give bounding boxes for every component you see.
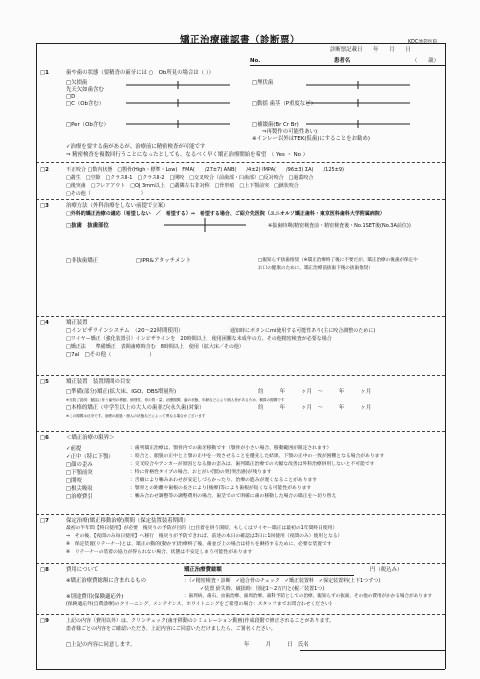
- partial-treatment-note: ※当院ご説明：動揺に伴う歯列の移動、個別性、骨の質・量、治療期間、歯の状態、年齢などにより個人差があるため、概算の期間です: [66, 398, 285, 402]
- clinic-name: KDC池袋医院: [408, 40, 438, 45]
- section-7-number: □7: [40, 518, 49, 524]
- wisdom-tooth-note: お口の健康のために、矯正治療前抜歯下後の抜歯推奨）: [258, 266, 373, 271]
- fee-extra-2: (保険適応外(自費診療)のクリーニング、メンテナンス、ホワイトニングをご希望の場合：スタッフまでお問合わせください): [66, 602, 332, 607]
- limit-label[interactable]: □開咬: [66, 478, 82, 484]
- section-1-number: □1: [40, 70, 49, 76]
- tooth-chart-right: [300, 78, 420, 134]
- wisdom-tooth-option[interactable]: □親知らず抜歯推奨（※矯正治療終了後に不要だが、矯正治療の後歯が保定や: [258, 258, 418, 263]
- limit-text: ：特に骨格性タイプの場合、おとがい(顎)の突(突出感)が残ります: [130, 470, 272, 475]
- fee-unit: 円（税込み）: [370, 567, 403, 573]
- retention-line-1: 最初の半年間【終日使用】が必要 後戻りの予防が目的（□目着を併う開咬、もしくはワイヤー矯正は最初の1年間終日使用）: [66, 526, 338, 531]
- malocclusion-row-1: 不正咬合 □数内状態 □顎骨(High・標準・Low) FMA( /27±7) ANB( /4±2) IMPA( /96±3) ΣA( /125±9): [66, 167, 345, 173]
- exam-date: 診断票記載日 年 月 日: [330, 47, 411, 53]
- limit-label[interactable]: □治療費引: [66, 494, 93, 500]
- congenital-note: 先天欠如歯含む: [66, 87, 104, 93]
- age-label: （ 歳）: [412, 58, 439, 64]
- limit-label: ✓正中（特に下顎）: [66, 454, 114, 460]
- limit-text: ：顎骨との距離や歯根の長さにより(後療)等により歯根が短くなる可能性があります: [130, 486, 312, 491]
- patient-label: 患者名: [334, 58, 351, 64]
- limit-label[interactable]: □根尖吸収: [66, 486, 93, 492]
- limit-text: ：歯列矯正治療は、顎骨内での歯牙移動です（顎骨が小さい場合、移動範囲が限定されます）: [130, 446, 332, 451]
- precision-exam-note: ⇒ 精密検査を複数回行うことになったとしても、なるべく早く矯正治療開始を希望 （ Yes ・ No ）: [66, 152, 309, 158]
- invisalign-option[interactable]: □インビザラインシステム （20～22時間使用）: [66, 328, 184, 334]
- crown-checkbox[interactable]: □補綴歯(Br Cr Br): [252, 122, 299, 128]
- limit-text: ：交叉咬合やアンカーが原因となる顔の歪みは、歯列矯正治療での大幅な改善は外科治療併用しないと不可能です: [130, 462, 375, 467]
- malocclusion-row-4: □その他（ ）: [66, 191, 146, 197]
- malocclusion-row-3: □後突歯 □フレアアウト □OJ 3mm以上 □叢隣左右非対称 □骨形痕 □上下顎前突 □鋏状咬合: [66, 183, 299, 189]
- retention-line-3: ※ 保定装置(リテーナー)とは、矯正の動的(動かす)治療終了後、歯並び上の場合は持ちを継持するために、必要な装置です: [66, 542, 332, 547]
- missing-teeth-checkbox[interactable]: □欠損歯: [66, 80, 88, 86]
- section-8-number: □8: [40, 567, 49, 573]
- partial-treatment-period: 約 年 ヶ月 ～ 年 ヶ月: [258, 389, 372, 395]
- section-8-title: 費用について: [66, 567, 99, 573]
- c-checkbox[interactable]: □C（Ob含む）: [66, 101, 105, 107]
- other-appliance-option[interactable]: □7al □その他（ ）: [66, 352, 155, 358]
- surgical-option[interactable]: □外科的矯正治療の適応（希望しない ／ 希望する）⇒ 希望する場合、ご紹介先医院（ユニオルソ矯正歯科・東京医科歯科大学附属病院）: [66, 211, 385, 217]
- section-6-number: □6: [40, 435, 49, 441]
- limit-label[interactable]: □下顎前突: [66, 470, 93, 476]
- tooth-chart: [120, 78, 240, 134]
- full-treatment-option[interactable]: □本格的矯正（中学生以上の大人の歯並び(永久歯)対象）: [66, 405, 205, 411]
- fee-extra-1: ：歯周病、歯石、虫歯治療、歯周治療、歯科予防としての治療、親知らずの抜歯、その他の費用がかかる場合があります: [184, 594, 433, 599]
- retention-line-2: ⇒ その後、【夜間のみ毎日使用】へ移行 後戻りが予防できれば、前述の本日の確認は3日に1回使用（夜間のみ）使用となる）: [66, 534, 343, 539]
- mobility-checkbox[interactable]: □動揺 歯茎（P重度など）: [252, 101, 316, 107]
- consent-line-1: 上記の内容（費用以外）は、クリンチェック(歯牙移動のシミュレーション動画)作成段階で修正されることがあります。: [66, 618, 335, 624]
- d-checkbox[interactable]: □D: [66, 94, 76, 100]
- fee-includes-1: ：（✓精密検査・診断 ✓通合骨のチェック ✓矯正装置料 ✓保定装置料(上下1つずつ): [184, 578, 381, 584]
- partial-treatment-option[interactable]: □準備(部分)矯正(拡大床、IGO、DBS増量所): [66, 389, 177, 395]
- signature-line[interactable]: 年 月 日 氏名: [244, 642, 309, 648]
- section-4-number: □4: [40, 320, 49, 326]
- section-5-title: 矯正装置 装置期間の目安: [66, 379, 131, 385]
- consent-line-2: 患者様ごとの内容をご確認いただき、上記内容にご同意いただけましたら、ご署名ください。: [66, 626, 276, 632]
- no-label: No.: [250, 58, 261, 64]
- crown-note: ⇒再製作の可能性あい): [262, 129, 318, 135]
- page-title: 矯正治療確認書（診断票）: [179, 35, 300, 46]
- limit-label: ✓前提: [66, 446, 82, 452]
- section-1-title: 歯や歯の状態（要精査の歯牙には ○ Ob所見の場合は（ ））: [66, 70, 214, 76]
- limit-text: ：舌癖により噛みあわせが安定しづらかったり、治療の進みが遅くなることがあります: [130, 478, 318, 483]
- full-treatment-note: ※この期間は目安です。治療の経過・個人の状態などによって異なる場合がございます: [66, 414, 206, 418]
- section-4-title: 矯正装置: [66, 320, 88, 326]
- section-3-number: □3: [40, 203, 49, 209]
- impacted-tooth-checkbox[interactable]: □埋伏歯: [252, 80, 274, 86]
- full-treatment-period: 約 年 ヶ月 ～ 年 ヶ月: [258, 405, 372, 411]
- limit-label[interactable]: □顔の歪み: [66, 462, 93, 468]
- fee-includes-2: ✓装置 紛失時、破損時：別途1～2万円と(税／装置1つ): [200, 586, 325, 592]
- extraction-option[interactable]: □抜歯 抜歯部位: [66, 223, 109, 229]
- extraction-tooth-chart: [160, 217, 250, 233]
- section-3-title: 治療方法（外科治療をしない前提で立案）: [66, 203, 169, 209]
- extraction-note: ※抜歯時期(精密検査前・精密検査後・No.1SET後(No.3A前位)): [268, 223, 411, 229]
- fee-label: 矯正治療費総額: [184, 567, 222, 573]
- non-extraction-option[interactable]: □非抜歯矯正: [66, 258, 99, 264]
- invisalign-note: 通知時にボタンにmi使用する可能性あり(主に咬合調整のために): [230, 328, 376, 334]
- malocclusion-row-2: □叢生 □空隙 □クラスⅡ-1 □クラスⅡ-2 □開咬 □交叉咬合（前歯部・臼歯部）□反対咬合 □過蓋咬合: [66, 175, 314, 181]
- per-checkbox[interactable]: □Per（Ob含む）: [66, 122, 109, 128]
- treatment-note: ✓治療を要する歯があるが、治療前に精密検査が可能です: [66, 144, 206, 150]
- section-5-number: □5: [40, 379, 49, 385]
- retention-title: 保定治療(矯正移動治療)期間（保定装置装着期間）: [66, 518, 189, 524]
- limit-text: ：咬合と、顔貌の正中と上顎の正中を一致させることを優先した結果、下顎の正中の一致が困難となる場合があります: [130, 454, 385, 459]
- ipr-option[interactable]: □IPR&アタッチメント: [136, 258, 192, 264]
- limit-text: ：噛み合わせ調整等の調整費用の場合、歯茎でのて明確に歯の移動した場合の矯正を～切り替え: [130, 494, 337, 499]
- wire-option[interactable]: □ワイヤー矯正（強化装置引）インビザラインを 20時間以上 使用困難な未成年の方、その他精密検査が必要な場合: [66, 336, 332, 342]
- consent-checkbox[interactable]: □上記の内容に同意します。: [66, 642, 136, 648]
- retention-line-4: ※ リテーナーの装着の協力が得られない場合、状態は不安定しまう可能性があります: [66, 550, 253, 555]
- fee-includes-label: ※矯正治療費総額に含まれるもの: [66, 578, 146, 584]
- appliance-option[interactable]: □矯正法 準備矯正 表間歯療時含む 8時間以上 使用（拡大床／その他）: [66, 344, 244, 350]
- section-6-title: ＜矯正治療の限界＞: [66, 435, 115, 441]
- section-9-number: □9: [40, 618, 49, 624]
- section-2-number: □2: [40, 167, 49, 173]
- inlay-note: ※インレー以外はTEK(仮歯)にすることをお勧め): [252, 136, 370, 142]
- fee-extra-label: ※別途費用(保険適応外): [66, 594, 124, 600]
